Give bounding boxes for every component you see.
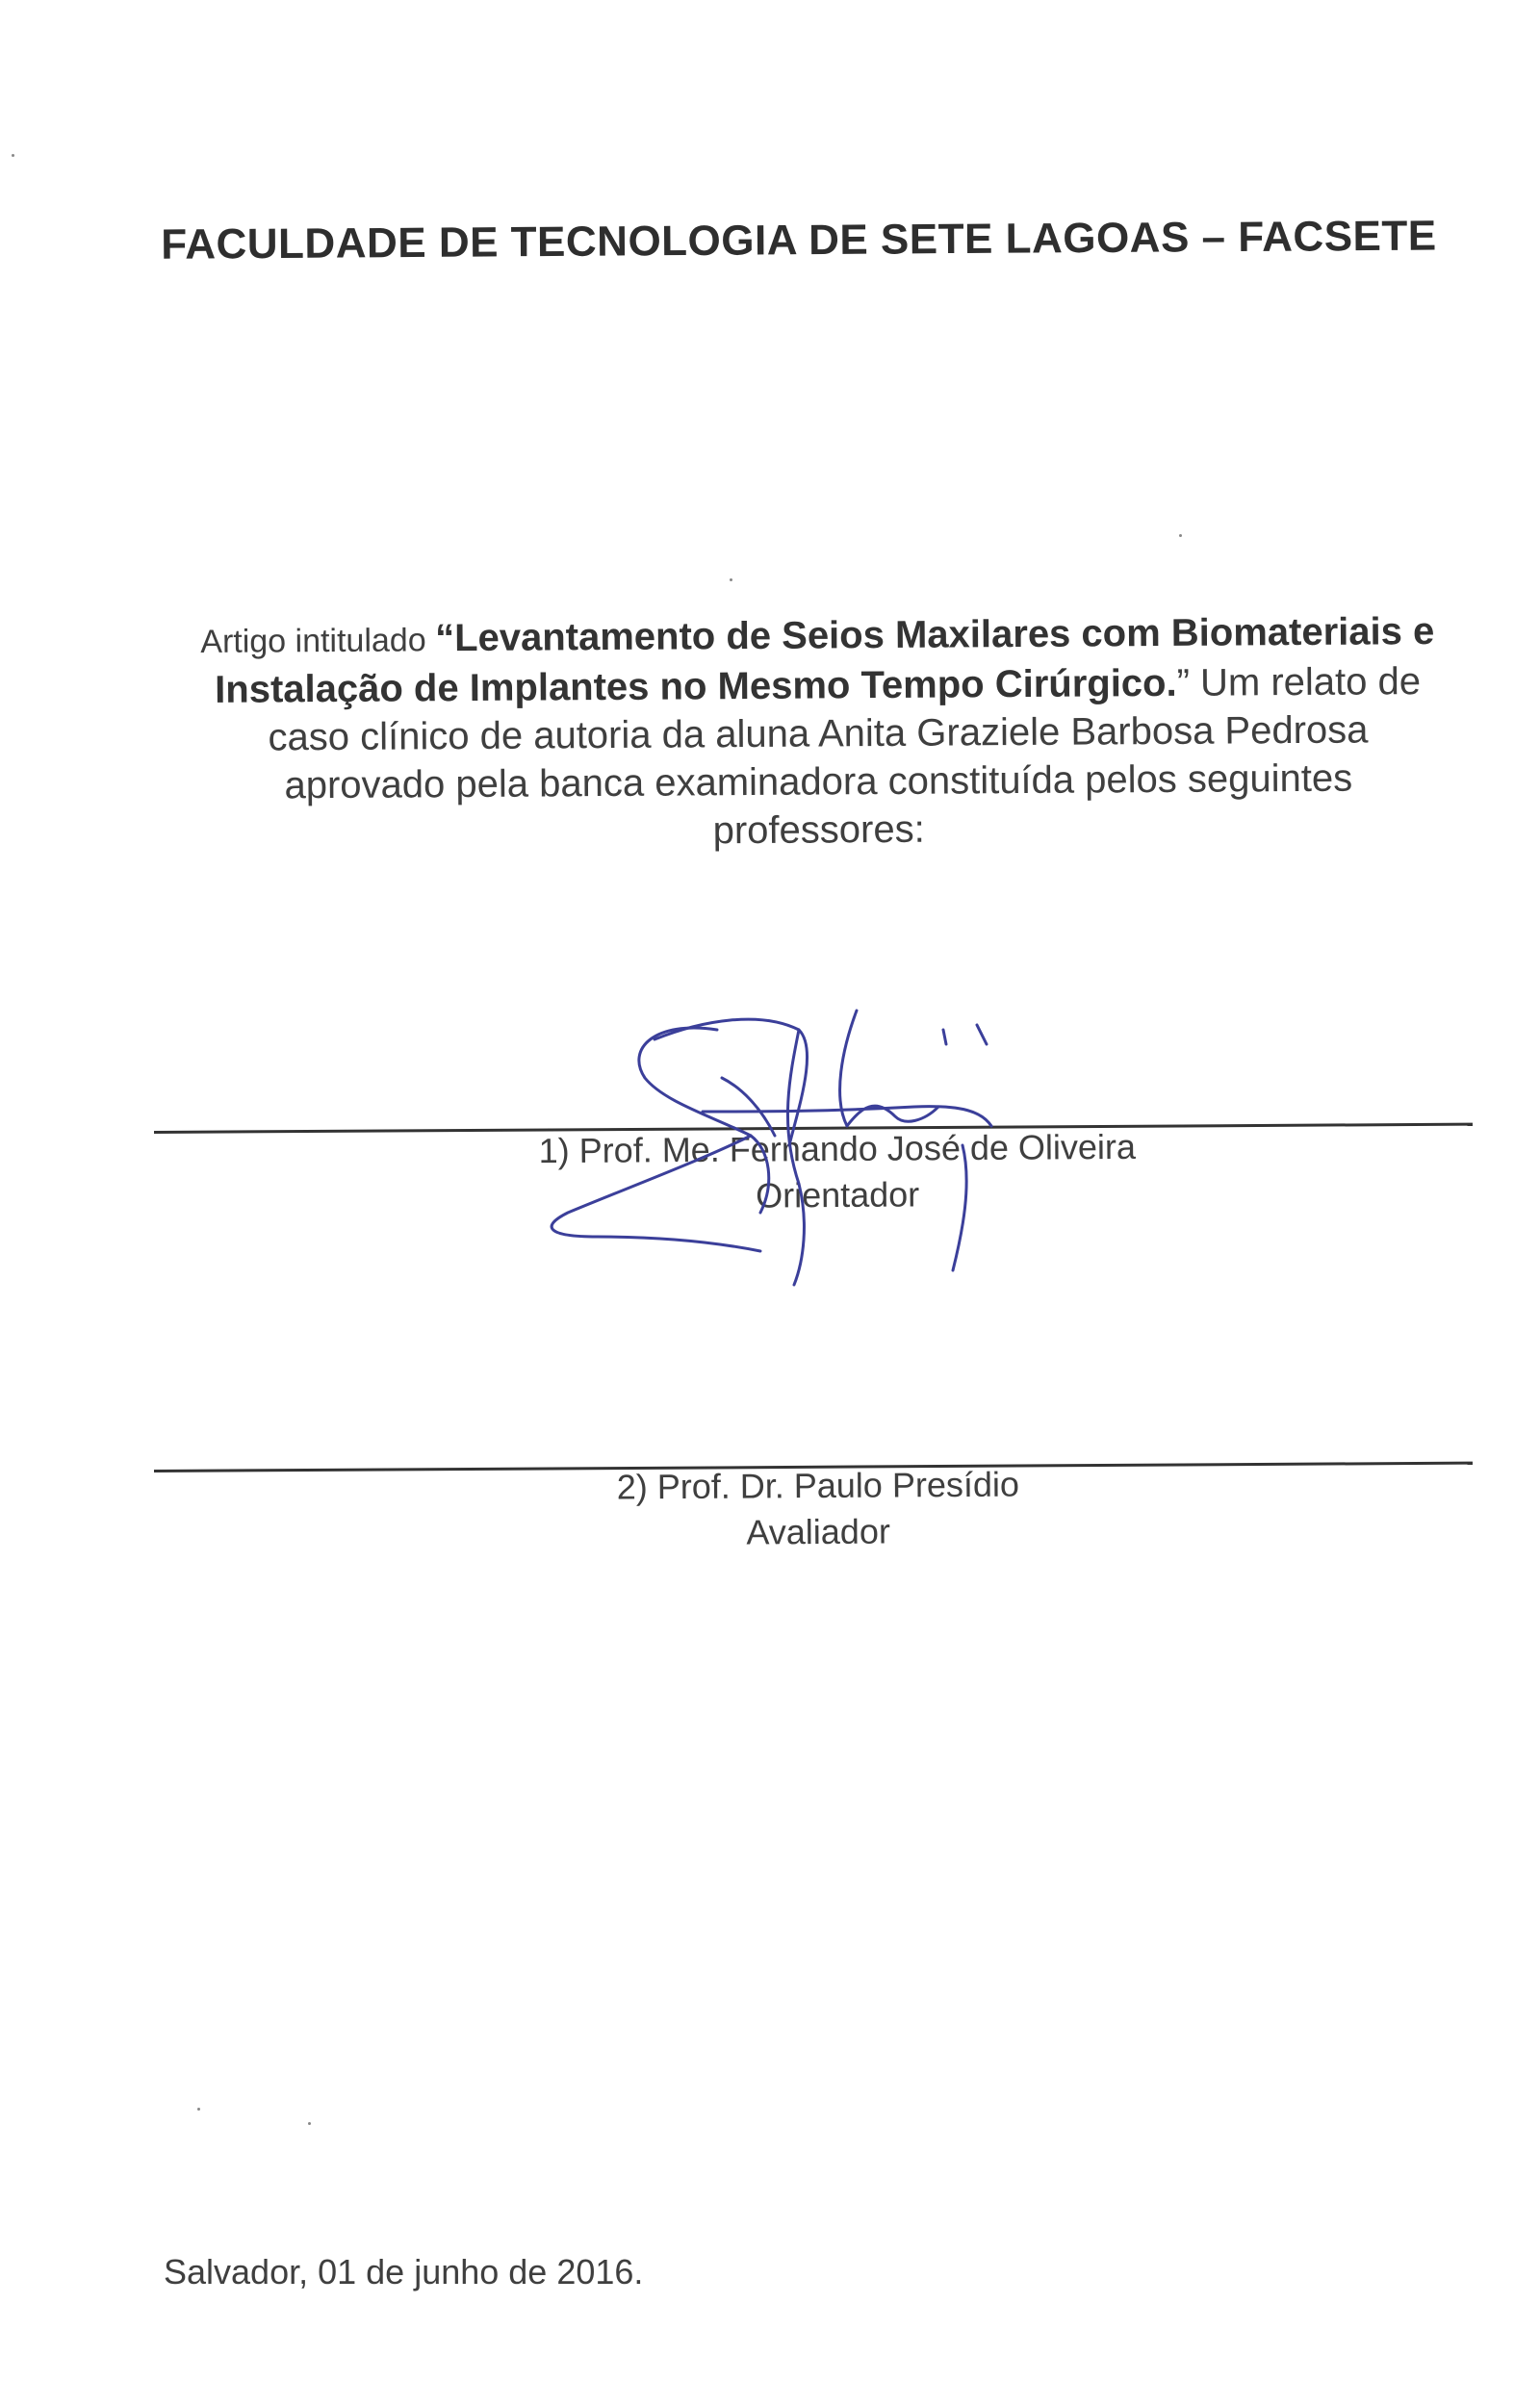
examiner-2-name: 2) Prof. Dr. Paulo Presídio (616, 1464, 1020, 1507)
examiner-2-role: Avaliador (746, 1511, 891, 1552)
scan-speck (12, 154, 14, 157)
examiner-1-name: 1) Prof. Me. Fernando José de Oliveira (538, 1126, 1137, 1171)
examiner-1-role: Orientador (755, 1174, 920, 1216)
examiner-2 (385, 1460, 1252, 1558)
scan-speck (730, 578, 732, 581)
place-and-date: Salvador, 01 de junho de 2016. (164, 2252, 644, 2291)
scan-speck (197, 2108, 200, 2111)
institution-heading: FACULDADE DE TECNOLOGIA DE SETE LAGOAS – FACSETE (161, 212, 1437, 269)
approval-close-quote: ” (1176, 661, 1191, 704)
scan-speck (1179, 534, 1182, 537)
approval-open-quote: “ (434, 617, 455, 660)
article-title: Levantamento de Seios Maxilares com Biomateriais e Instalação de Implantes no Mesmo Tempo Cirúrgico. (215, 609, 1435, 711)
scan-speck (308, 2122, 311, 2125)
approval-prefix: Artigo intitulado (200, 622, 436, 660)
handwritten-signature (510, 991, 1184, 1299)
approval-body: Um relato de caso clínico de autoria da aluna Anita Graziele Barbosa Pedrosa aprovado pela banca examinadora constituída pelos seguintes professores: (268, 660, 1422, 853)
approval-statement (192, 607, 1445, 858)
